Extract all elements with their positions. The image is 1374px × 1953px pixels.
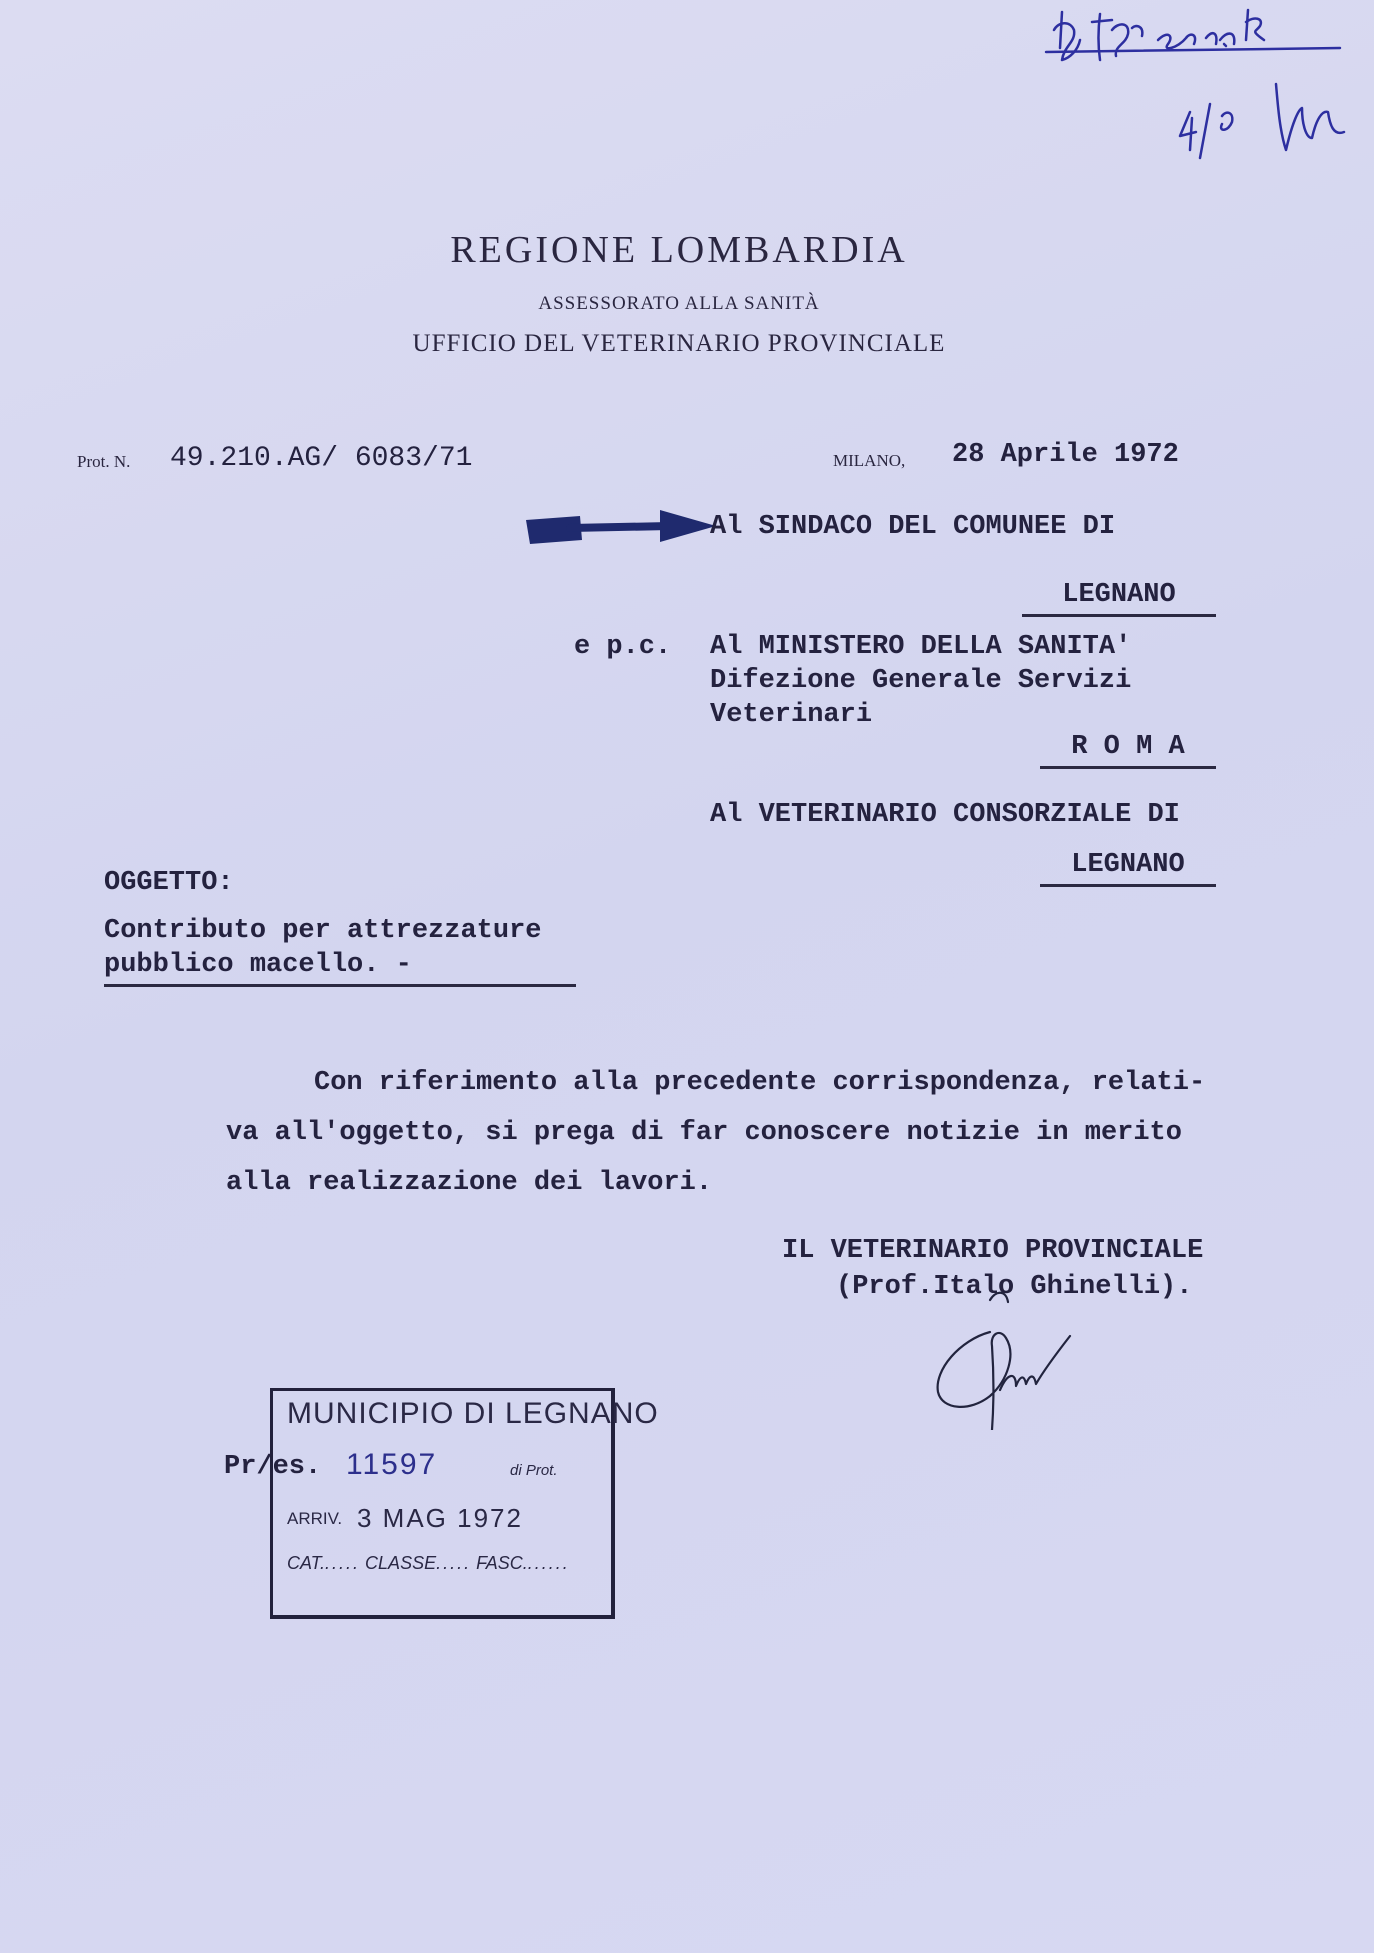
recipient-ministry-line-2: Difezione Generale Servizi [710, 666, 1132, 696]
recipient-ministry-line-1: Al MINISTERO DELLA SANITA' [710, 632, 1132, 662]
recipient-ministry-line-3: Veterinari [710, 700, 873, 730]
protocol-label: Prot. N. [77, 452, 131, 471]
recipient-mayor: Al SINDACO DEL COMUNEE DI [710, 512, 1116, 542]
date-place: MILANO, [833, 451, 906, 470]
recipient-ministry-city: R O M A [1040, 732, 1216, 769]
subject-label: OGGETTO: [104, 868, 234, 898]
recipient-veterinarian-city: LEGNANO [1040, 850, 1216, 887]
signature-name: (Prof.Italo Ghinelli). [836, 1272, 1193, 1302]
signature-title: IL VETERINARIO PROVINCIALE [782, 1236, 1204, 1266]
letterhead-office: UFFICIO DEL VETERINARIO PROVINCIALE [412, 330, 946, 357]
letterhead-title: REGIONE LOMBARDIA [450, 229, 908, 271]
body-line-3: alla realizzazione dei lavori. [226, 1168, 713, 1198]
handwritten-signature [920, 1280, 1120, 1430]
handwritten-annotation [1040, 0, 1370, 170]
stamp-arrival-label: ARRIV. [287, 1509, 343, 1528]
body-line-1: Con riferimento alla precedente corrispondenza, relati- [314, 1068, 1206, 1098]
stamp-category-labels: CAT...... CLASSE..... FASC....... [287, 1553, 570, 1573]
stamp-heading: MUNICIPIO DI LEGNANO [287, 1397, 659, 1430]
subject-line-1: Contributo per attrezzature [104, 916, 542, 946]
registry-stamp [270, 1388, 659, 1619]
stamp-fasc-label: FASC. [476, 1553, 528, 1573]
cc-label: e p.c. [574, 632, 672, 662]
letter-date: 28 Aprile 1972 [952, 440, 1179, 470]
protocol-number: 49.210.AG/ 6083/71 [170, 443, 473, 474]
subject-line-2: pubblico macello. - [104, 950, 576, 987]
letterhead-subtitle: ASSESSORATO ALLA SANITÀ [538, 293, 820, 314]
stamp-arrival-date: 3 MAG 1972 [357, 1503, 523, 1533]
arrow-stamp-icon [520, 500, 720, 558]
recipient-veterinarian: Al VETERINARIO CONSORZIALE DI [710, 800, 1180, 830]
recipient-mayor-city: LEGNANO [1022, 580, 1216, 617]
body-line-2: va all'oggetto, si prega di far conoscere notizie in merito [226, 1118, 1182, 1148]
stamp-prefix: Pr/es. [224, 1452, 322, 1482]
stamp-classe-label: CLASSE [365, 1553, 437, 1573]
stamp-cat-label: CAT. [287, 1553, 326, 1573]
stamp-protocol-suffix: di Prot. [510, 1462, 558, 1479]
stamp-protocol-number: 11597 [346, 1448, 438, 1481]
